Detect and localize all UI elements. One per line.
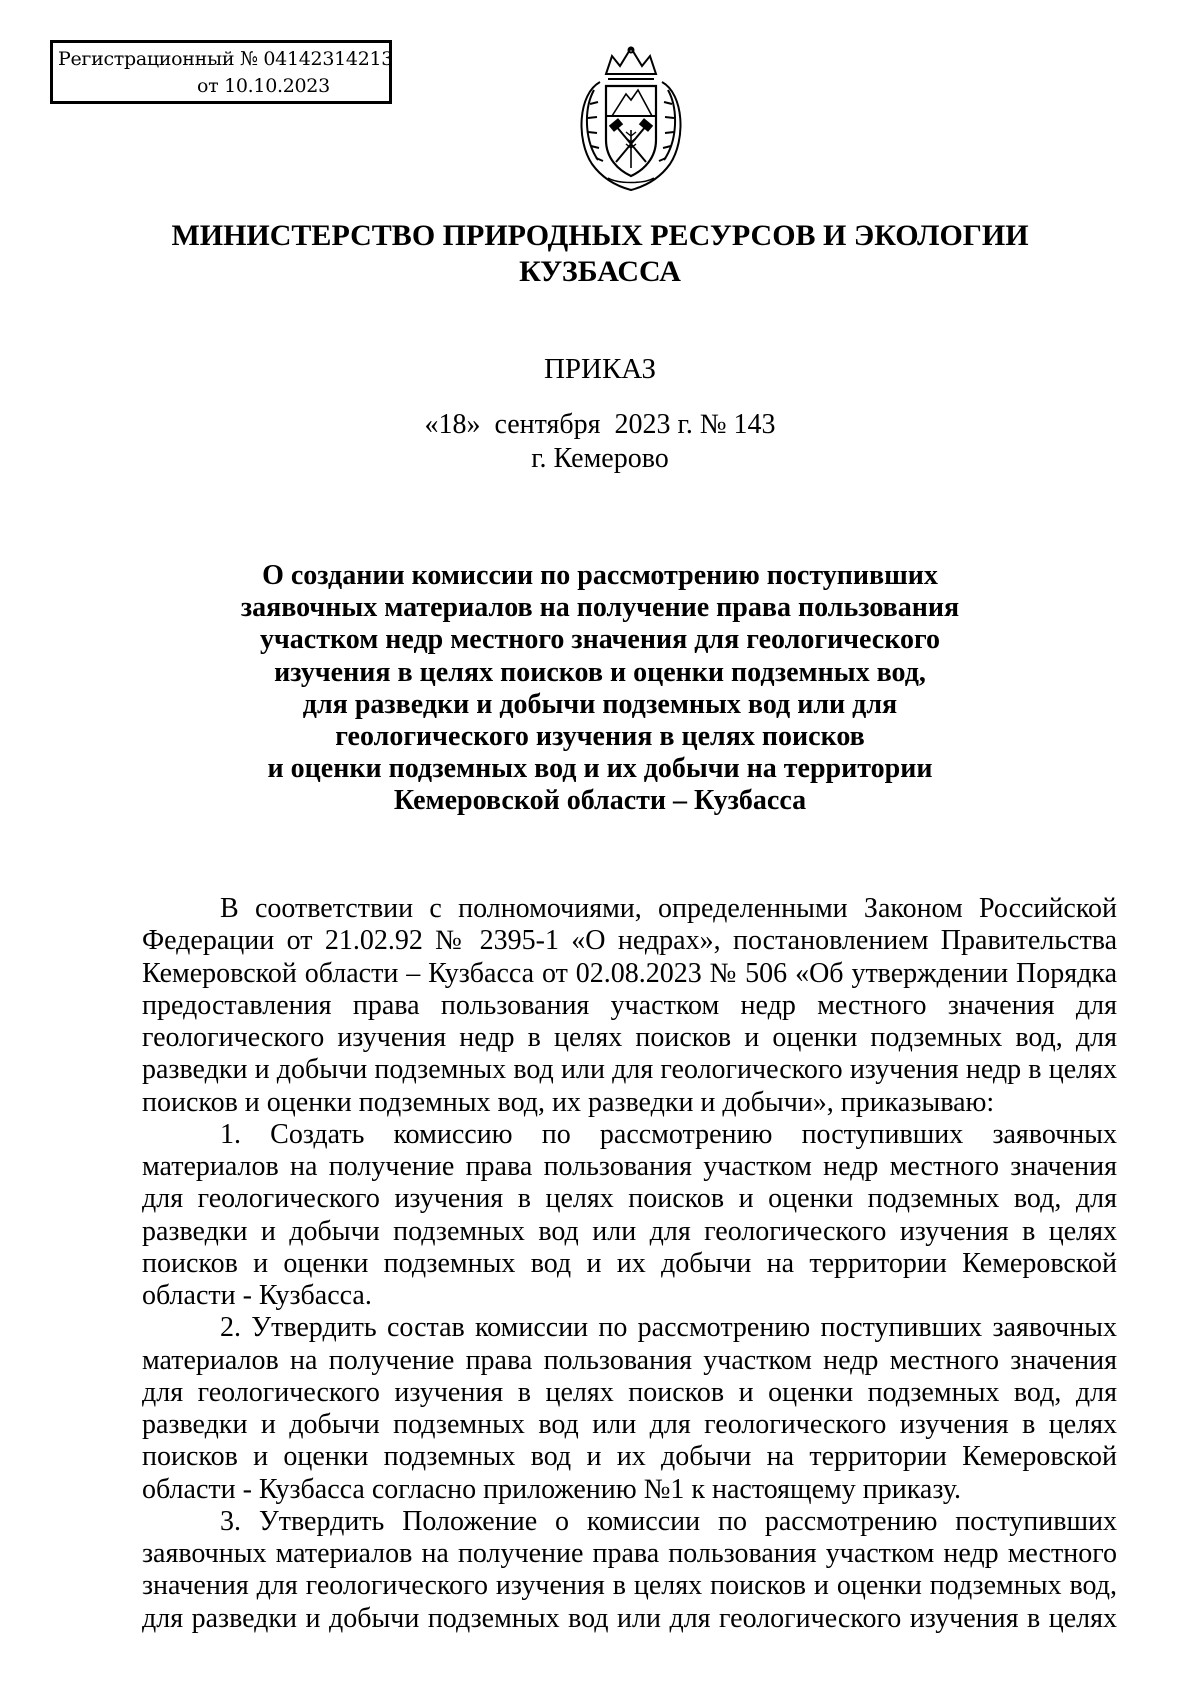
body-line: материалов на получение права пользования участком недр местного значения [142, 1344, 1117, 1376]
order-date-number: «18» сентября 2023 г. № 143 [424, 409, 776, 440]
ministry-name-line2: КУЗБАССА [519, 255, 681, 288]
body-line: значения для геологического изучения в целях поисков и оценки подземных вод, [142, 1570, 1117, 1602]
body-line: разведки и добычи подземных вод или для геологического изучения в целях [142, 1215, 1117, 1247]
body-line: для разведки и добычи подземных вод или для геологического изучения в целях [142, 1602, 1117, 1634]
body-line: В соответствии с полномочиями, определенными Законом Российской [220, 893, 1117, 924]
subject-line: участком недр местного значения для геологического [259, 624, 941, 656]
body-line: предоставления права пользования участком недр местного значения для [142, 989, 1117, 1021]
subject-line: изучения в целях поисков и оценки подземных вод, [274, 656, 926, 688]
body-line: поисков и оценки подземных вод, их разведки и добычи», приказываю: [142, 1086, 995, 1118]
body-line: поисков и оценки подземных вод и их добычи на территории Кемеровской [142, 1247, 1117, 1279]
body-line: материалов на получение права пользования участком недр местного значения [142, 1151, 1117, 1182]
body-line: для геологического изучения в целях поисков и оценки подземных вод, для [142, 1183, 1117, 1215]
order-body [142, 893, 1117, 1635]
document-type: ПРИКАЗ [543, 353, 657, 385]
body-line: Кемеровской области – Кузбасса от 02.08.2023 № 506 «Об утверждении Порядка [142, 957, 1117, 989]
body-line: для геологического изучения в целях поисков и оценки подземных вод, для [142, 1376, 1117, 1408]
subject-line: и оценки подземных вод и их добычи на территории [267, 753, 933, 785]
body-line: геологического изучения недр в целях поисков и оценки подземных вод, для [142, 1022, 1117, 1053]
body-line: разведки и добычи подземных вод или для геологического изучения недр в целях [142, 1054, 1117, 1086]
body-line: 1. Создать комиссию по рассмотрению поступивших заявочных [220, 1118, 1117, 1150]
body-line: поисков и оценки подземных вод и их добычи на территории Кемеровской [142, 1441, 1117, 1473]
kuzbass-coat-of-arms-icon [572, 44, 690, 192]
body-line: Федерации от 21.02.92 № 2395-1 «О недрах», постановлением Правительства [142, 925, 1117, 957]
registration-date: от 10.10.2023 [197, 75, 330, 97]
subject-line: Кемеровской области – Кузбасса [393, 785, 807, 817]
registration-stamp [50, 40, 392, 104]
body-line: разведки и добычи подземных вод или для геологического изучения в целях [142, 1409, 1117, 1440]
subject-line: заявочных материалов на получение права пользования [240, 592, 960, 624]
body-line: области - Кузбасса. [142, 1280, 372, 1311]
subject-line: О создании комиссии по рассмотрению поступивших [262, 560, 938, 591]
order-subject [140, 560, 1060, 818]
body-line: 2. Утвердить состав комиссии по рассмотрению поступивших заявочных [220, 1312, 1117, 1344]
body-line: области - Кузбасса согласно приложению №1 к настоящему приказу. [142, 1473, 962, 1505]
order-city: г. Кемерово [531, 443, 669, 474]
body-line: 3. Утвердить Положение о комиссии по рассмотрению поступивших [220, 1505, 1117, 1537]
subject-line: геологического изучения в целях поисков [335, 721, 865, 753]
ministry-name-line1: МИНИСТЕРСТВО ПРИРОДНЫХ РЕСУРСОВ И ЭКОЛОГИИ [171, 219, 1029, 252]
subject-line: для разведки и добычи подземных вод или для [302, 688, 898, 720]
body-line: заявочных материалов на получение права пользования участком недр местного [142, 1538, 1117, 1569]
registration-number: Регистрационный № 04142314213 [58, 48, 394, 70]
